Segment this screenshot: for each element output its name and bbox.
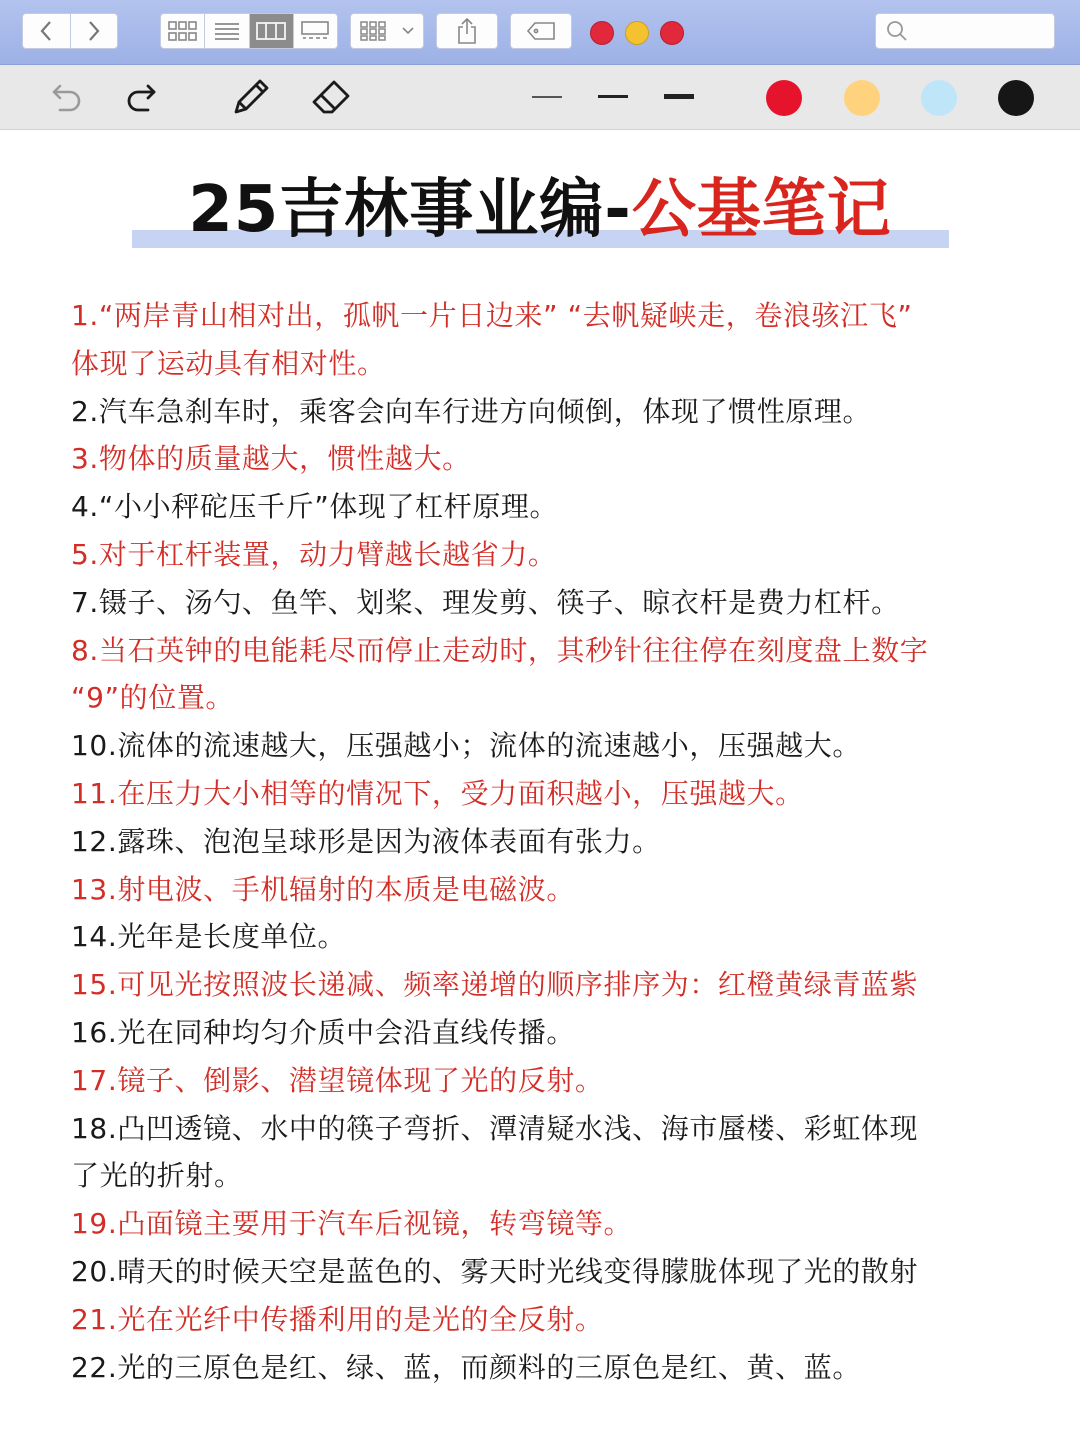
undo-icon — [50, 82, 84, 112]
note-line: 14.光年是长度单位。 — [71, 920, 347, 954]
tag-icon — [526, 21, 556, 41]
search-icon — [886, 20, 908, 42]
gallery-view-button[interactable] — [294, 14, 337, 48]
stroke-width-medium[interactable] — [598, 95, 628, 98]
color-swatch-light-blue[interactable] — [921, 80, 957, 116]
note-line: 22.光的三原色是红、绿、蓝，而颜料的三原色是红、黄、蓝。 — [71, 1350, 861, 1384]
note-line: 18.凸凹透镜、水中的筷子弯折、潭清疑水浅、海市蜃楼、彩虹体现 — [71, 1111, 919, 1145]
arrange-button[interactable] — [350, 13, 424, 49]
note-line: 16.光在同种均匀介质中会沿直线传播。 — [71, 1015, 575, 1049]
column-view-button[interactable] — [250, 14, 294, 48]
redo-icon — [124, 82, 158, 112]
forward-button[interactable] — [71, 14, 118, 48]
note-line: 10.流体的流速越大，压强越小；流体的流速越小，压强越大。 — [71, 729, 861, 763]
note-line: 11.在压力大小相等的情况下，受力面积越小，压强越大。 — [71, 776, 804, 810]
notes-list — [71, 292, 1021, 1391]
title-toolbar — [0, 0, 1080, 65]
pencil-icon — [230, 76, 272, 118]
eraser-tool[interactable] — [306, 65, 356, 129]
chevron-right-icon — [87, 20, 101, 42]
note-line: 19.凸面镜主要用于汽车后视镜，转弯镜等。 — [71, 1207, 633, 1241]
redo-button[interactable] — [118, 65, 164, 129]
back-button[interactable] — [23, 14, 70, 48]
title-red-part: 公基笔记 — [631, 173, 892, 247]
navigation-group — [22, 13, 118, 49]
page-title — [188, 168, 892, 252]
note-line: 1.“两岸青山相对出，孤帆一片日边来” “去帆疑峡走，卷浪骇江飞” — [71, 299, 913, 332]
note-line: 2.汽车急刹车时，乘客会向车行进方向倾倒，体现了惯性原理。 — [71, 394, 872, 428]
search-field[interactable] — [875, 13, 1055, 49]
note-line: 17.镜子、倒影、潜望镜体现了光的反射。 — [71, 1063, 604, 1097]
annotation-toolbar — [0, 65, 1080, 130]
note-line: 5.对于杠杆装置，动力臂越长越省力。 — [71, 537, 557, 571]
column-view-icon — [256, 22, 286, 40]
pencil-tool[interactable] — [226, 65, 276, 129]
title-container — [0, 168, 1080, 252]
note-line: 13.射电波、手机辐射的本质是电磁波。 — [71, 872, 575, 906]
color-swatch-peach[interactable] — [844, 80, 880, 116]
tag-button[interactable] — [510, 13, 572, 49]
chevron-down-icon — [402, 27, 414, 35]
window-dot-red-2[interactable] — [660, 21, 684, 45]
undo-button[interactable] — [44, 65, 90, 129]
stroke-width-thin[interactable] — [532, 96, 562, 98]
note-line: 了光的折射。 — [71, 1159, 243, 1193]
arrange-grid-icon — [360, 21, 390, 41]
eraser-icon — [310, 76, 352, 118]
note-line: 21.光在光纤中传播利用的是光的全反射。 — [71, 1302, 604, 1336]
note-line: “9”的位置。 — [71, 681, 235, 715]
note-line: 7.镊子、汤勺、鱼竿、划桨、理发剪、筷子、晾衣杆是费力杠杆。 — [71, 585, 900, 619]
share-button[interactable] — [436, 13, 498, 49]
chevron-left-icon — [39, 20, 53, 42]
gallery-view-icon — [300, 21, 330, 41]
list-view-icon — [214, 22, 240, 40]
share-icon — [456, 18, 478, 44]
color-swatch-red[interactable] — [766, 80, 802, 116]
note-line: 20.晴天的时候天空是蓝色的、雾天时光线变得朦胧体现了光的散射 — [71, 1254, 919, 1288]
stroke-width-thick[interactable] — [664, 94, 694, 99]
title-black-part: 25吉林事业编- — [188, 173, 632, 247]
note-line: 3.物体的质量越大，惯性越大。 — [71, 442, 471, 476]
grid-view-icon — [168, 21, 198, 41]
note-line: 12.露珠、泡泡呈球形是因为液体表面有张力。 — [71, 824, 661, 858]
window-dot-red[interactable] — [590, 21, 614, 45]
note-line: 15.可见光按照波长递减、频率递增的顺序排序为：红橙黄绿青蓝紫 — [71, 968, 919, 1002]
grid-view-button[interactable] — [161, 14, 205, 48]
window-dot-yellow[interactable] — [625, 21, 649, 45]
note-line: 8.当石英钟的电能耗尽而停止走动时，其秒针往往停在刻度盘上数字 — [71, 633, 929, 667]
note-line: 体现了运动具有相对性。 — [71, 346, 386, 380]
color-swatch-black[interactable] — [998, 80, 1034, 116]
list-view-button[interactable] — [205, 14, 249, 48]
view-mode-group — [160, 13, 338, 49]
note-line: 4.“小小秤砣压千斤”体现了杠杆原理。 — [71, 490, 559, 524]
